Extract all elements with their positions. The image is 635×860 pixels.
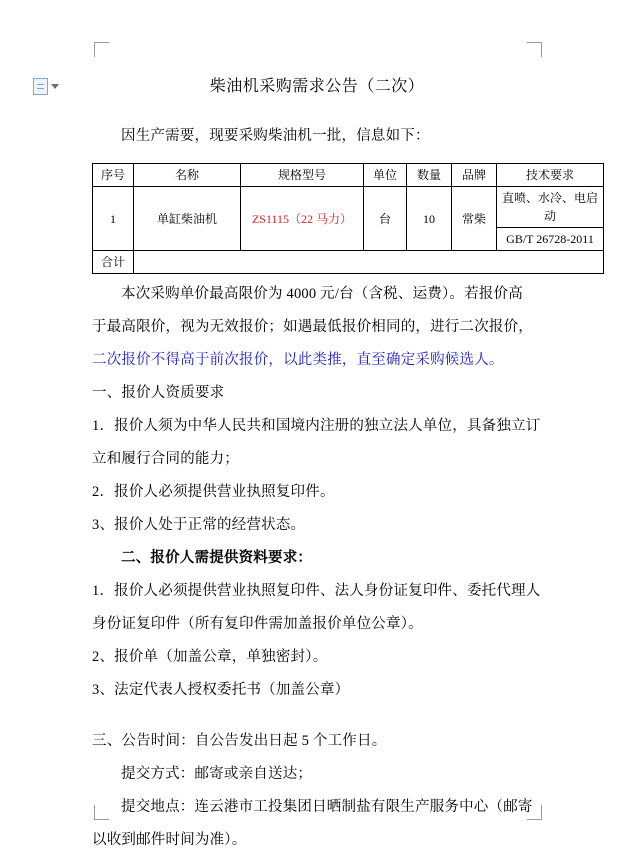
submit-method: 提交方式：邮寄或亲自送达； bbox=[121, 766, 313, 782]
document-icon bbox=[33, 78, 48, 95]
section-two-item-3: 3、法定代表人授权委托书（加盖公章） bbox=[92, 682, 350, 698]
section-one-item-1: 1．报价人须为中华人民共和国境内注册的独立法人单位，具备独立订立和履行合同的能力； bbox=[92, 418, 541, 467]
price-line-3: 二次报价不得高于前次报价，以此类推，直至确定采购候选人。 bbox=[92, 352, 504, 368]
section-one-item-3: 3、报价人处于正常的经营状态。 bbox=[92, 517, 306, 533]
table-cell-no: 1 bbox=[93, 187, 134, 251]
table-row bbox=[93, 187, 604, 228]
table-cell-name: 单缸柴油机 bbox=[134, 187, 241, 251]
intro-paragraph: 因生产需要，现要采购柴油机一批，信息如下： bbox=[121, 128, 430, 144]
table-header-cell: 品牌 bbox=[452, 164, 497, 187]
section-two-heading: 二、报价人需提供资料要求： bbox=[121, 550, 313, 566]
section-two-item-2: 2、报价单（加盖公章，单独密封）。 bbox=[92, 649, 328, 665]
section-two-item-1: 1．报价人必须提供营业执照复印件、法人身份证复印件、委托代理人身份证复印件（所有复印件需加盖报价单位公章）。 bbox=[92, 583, 541, 632]
table-cell-spec: ZS1115（22 马力） bbox=[241, 187, 364, 251]
table-header-cell: 数量 bbox=[407, 164, 452, 187]
crop-mark-top-left bbox=[94, 42, 109, 57]
price-line-2: 于最高限价，视为无效报价；如遇最低报价相同的，进行二次报价， bbox=[92, 319, 533, 335]
section-three-heading: 三、公告时间：自公告发出日起 5 个工作日。 bbox=[92, 733, 387, 749]
chevron-down-icon[interactable] bbox=[51, 84, 59, 89]
table-header-cell: 规格型号 bbox=[241, 164, 364, 187]
price-line-1: 本次采购单价最高限价为 4000 元/台（含税、运费）。若报价高 bbox=[121, 286, 523, 302]
crop-mark-top-right bbox=[527, 42, 542, 57]
submit-place: 提交地点：连云港市工投集团日晒制盐有限生产服务中心（邮寄以收到邮件时间为准）。 bbox=[92, 799, 533, 848]
spec-table bbox=[92, 163, 604, 274]
table-total-value bbox=[134, 251, 604, 274]
table-cell-qty: 10 bbox=[407, 187, 452, 251]
table-total-label: 合计 bbox=[93, 251, 134, 274]
document-content bbox=[92, 60, 598, 857]
table-cell-unit: 台 bbox=[364, 187, 407, 251]
table-cell-brand: 常柴 bbox=[452, 187, 497, 251]
page-title: 柴油机采购需求公告（二次） bbox=[209, 78, 425, 95]
section-one-heading: 一、报价人资质要求 bbox=[92, 385, 225, 401]
table-total-row bbox=[93, 251, 604, 274]
section-one-item-2: 2．报价人必须提供营业执照复印件。 bbox=[92, 484, 335, 500]
table-cell-tech: 直喷、水冷、电启动 bbox=[497, 187, 604, 228]
table-header-cell: 单位 bbox=[364, 164, 407, 187]
table-header-cell: 名称 bbox=[134, 164, 241, 187]
table-cell-tech-standard: GB/T 26728-2011 bbox=[497, 228, 604, 251]
table-header-cell: 序号 bbox=[93, 164, 134, 187]
table-header-cell: 技术要求 bbox=[497, 164, 604, 187]
table-header-row bbox=[93, 164, 604, 187]
document-object-handle[interactable] bbox=[33, 78, 59, 95]
